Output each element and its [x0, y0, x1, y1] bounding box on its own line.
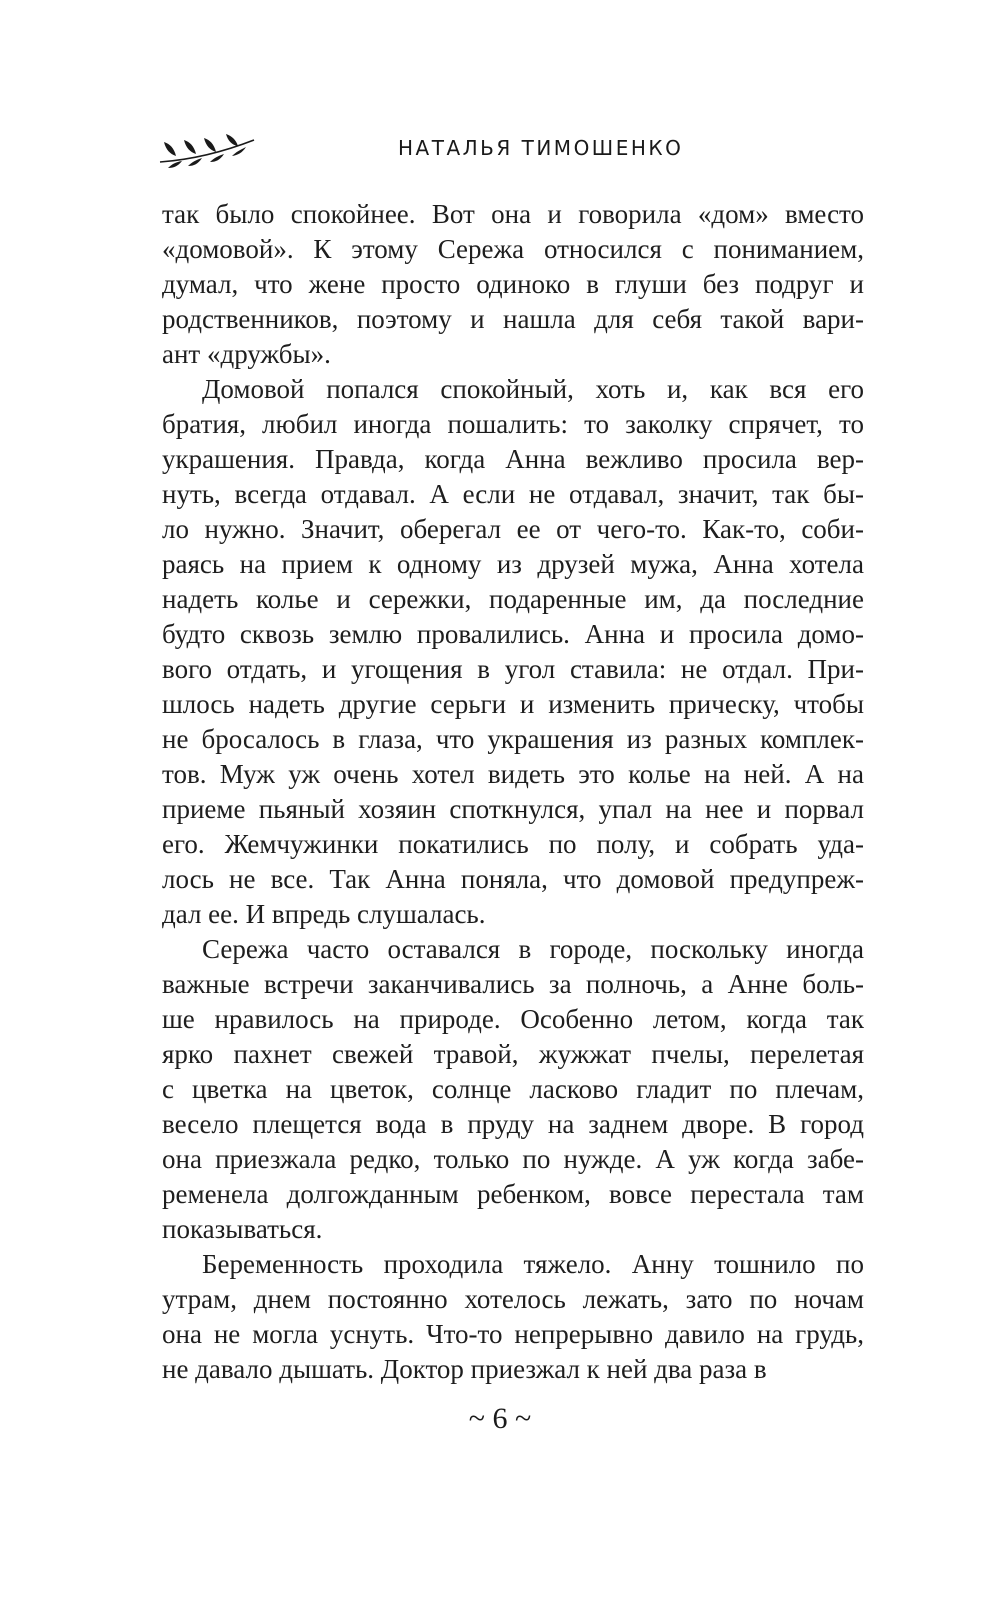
- text-line: приеме пьяный хозяин споткнулся, упал на нее и порвал: [162, 794, 864, 824]
- paragraph: [162, 372, 864, 932]
- text-line: ременела долгожданным ребенком, вовсе перестала там: [162, 1179, 864, 1209]
- running-head-author: НАТАЛЬЯ ТИМОШЕНКО: [398, 136, 684, 160]
- paragraph: [162, 932, 864, 1247]
- text-line: показываться.: [162, 1214, 323, 1244]
- text-line: ше нравилось на природе. Особенно летом, когда так: [162, 1004, 864, 1034]
- text-line: ант «дружбы».: [162, 339, 331, 369]
- text-line: братия, любил иногда пошалить: то заколку спрячет, то: [162, 409, 864, 439]
- text-line: с цветка на цветок, солнце ласково гладит по плечам,: [162, 1074, 864, 1104]
- text-line: так было спокойнее. Вот она и говорила «дом» вместо: [162, 199, 864, 229]
- running-head: [158, 132, 858, 172]
- text-line: дал ее. И впредь слушалась.: [162, 899, 486, 929]
- text-line: весело плещется вода в пруду на заднем дворе. В город: [162, 1109, 864, 1139]
- text-line: надеть колье и сережки, подаренные им, да последние: [162, 584, 864, 614]
- text-line: она не могла уснуть. Что-то непрерывно давило на грудь,: [162, 1319, 864, 1349]
- text-line: Сережа часто оставался в городе, поскольку иногда: [202, 934, 864, 964]
- text-line: Беременность проходила тяжело. Анну тошнило по: [202, 1249, 864, 1279]
- text-line: думал, что жене просто одиноко в глуши без подруг и: [162, 269, 864, 299]
- text-line: тов. Муж уж очень хотел видеть это колье на ней. А на: [162, 759, 864, 789]
- text-line: ярко пахнет свежей травой, жужжат пчелы, перелетая: [162, 1039, 864, 1069]
- text-line: его. Жемчужинки покатились по полу, и собрать уда-: [162, 829, 864, 859]
- text-line: шлось надеть другие серьги и изменить прическу, чтобы: [162, 689, 864, 719]
- text-line: «домовой». К этому Сережа относился с пониманием,: [162, 234, 864, 264]
- page-number: ~ 6 ~: [468, 1402, 532, 1435]
- text-line: не бросалось в глаза, что украшения из разных комплек-: [162, 724, 864, 754]
- text-line: важные встречи заканчивались за полночь, а Анне боль-: [162, 969, 864, 999]
- text-line: украшения. Правда, когда Анна вежливо просила вер-: [162, 444, 864, 474]
- text-line: ло нужно. Значит, оберегал ее от чего-то. Как-то, соби-: [162, 514, 864, 544]
- text-line: Домовой попался спокойный, хоть и, как вся его: [202, 374, 864, 404]
- leaf-branch-ornament-icon: [158, 132, 258, 172]
- text-line: раясь на прием к одному из друзей мужа, Анна хотела: [162, 549, 864, 579]
- paragraph: [162, 197, 864, 372]
- text-line: она приезжала редко, только по нужде. А уж когда забе-: [162, 1144, 864, 1174]
- paragraph: [162, 1247, 864, 1387]
- body-text: [162, 197, 864, 1387]
- text-line: родственников, поэтому и нашла для себя такой вари-: [162, 304, 864, 334]
- text-line: не давало дышать. Доктор приезжал к ней два раза в: [162, 1354, 767, 1384]
- text-line: будто сквозь землю провалились. Анна и просила домо-: [162, 619, 864, 649]
- text-line: вого отдать, и угощения в угол ставила: не отдал. При-: [162, 654, 864, 684]
- text-line: нуть, всегда отдавал. А если не отдавал, значит, так бы-: [162, 479, 864, 509]
- text-line: лось не все. Так Анна поняла, что домовой предупреж-: [162, 864, 864, 894]
- text-line: утрам, днем постоянно хотелось лежать, зато по ночам: [162, 1284, 864, 1314]
